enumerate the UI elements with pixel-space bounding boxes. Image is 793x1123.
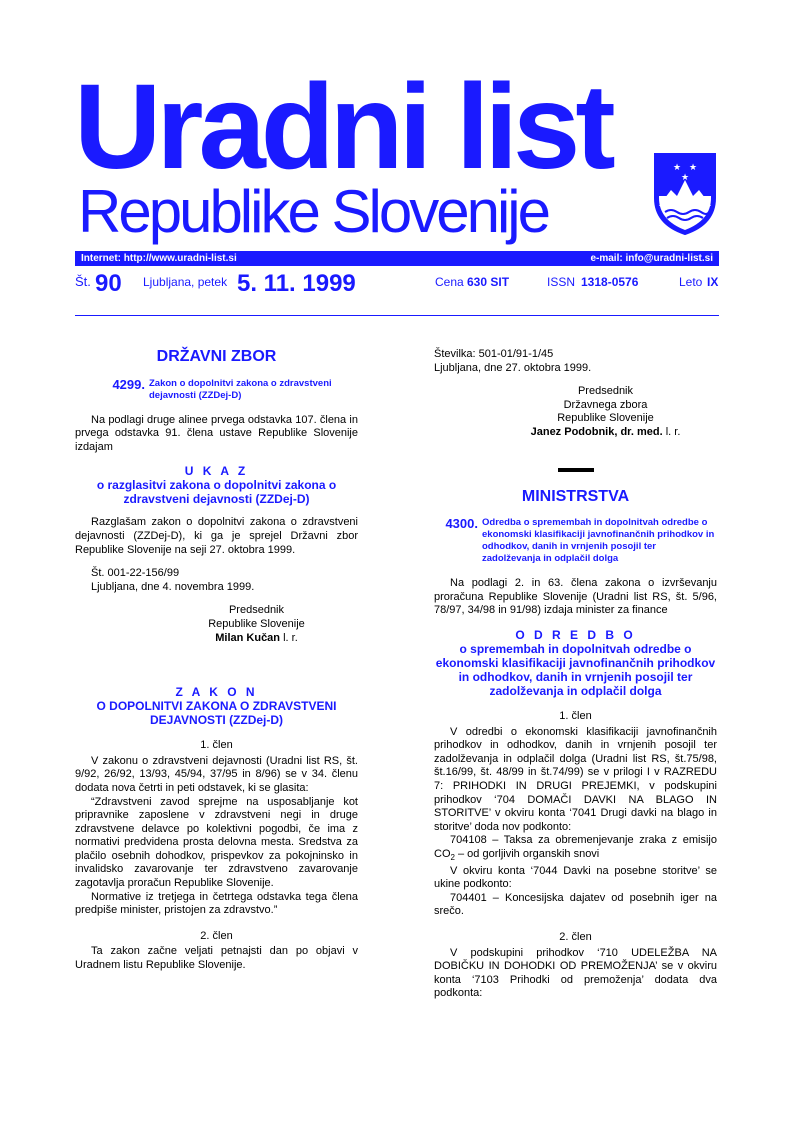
ukaz-heading: U K A Z: [184, 464, 249, 479]
right-column: [434, 348, 717, 1001]
act-number: 4300.: [445, 516, 478, 532]
act-number: 4299.: [112, 376, 145, 392]
reference-number: Številka: 501-01/91-1/45: [434, 348, 554, 360]
article-paragraph: Normative iz tretjega in četrtega odstavka tega člena predpiše minister, pristojen za zdravstvo.”: [75, 890, 358, 917]
article-paragraph: V zakonu o zdravstveni dejavnosti (Uradni list RS, št. 9/92, 26/92, 13/93, 45/94, 37/95 in 8/96) se v 34. členu dodata nova četrti in peti odstavek, ki se glasita:: [75, 754, 358, 794]
article-paragraph: V odredbi o ekonomski klasifikaciji javnofinančnih prihodkov in odhodkov, danih in vrnjenih posojil ter zadolževanja in odplačil dolga (Uradni list RS, št.75/98, št.16/99, št. 48/99 in št.74/99) se v prilogi I v RAZREDU 7: PRIHODKI IN DRUGI PREJEMKI, v podskupini prihodkov ‘704 DOMAČI DAVKI NA BLAGO IN STORITVE’ v okviru konta ‘7041 Drugi davki na blago in storitve’ doda nov podkonto:: [434, 725, 717, 833]
masthead-subtitle: Republike Slovenije: [78, 178, 548, 245]
price-value: 630 SIT: [467, 275, 510, 289]
act-title: Odredba o spremembah in dopolnitvah odredbe o ekonomski klasifikaciji javnofinančnih prihodkov in odhodkov, danih in vrnjenih posojil ter zadolževanja in odplačil dolga: [482, 517, 715, 565]
section-title-drzavni-zbor: DRŽAVNI ZBOR: [156, 348, 277, 365]
article-paragraph: V podskupini prihodkov ‘710 UDELEŽBA NA DOBIČKU IN DOHODKI OD PREMOŽENJA’ se v okviru konta ‘7103 Prihodki od premoženja’ dodata dva podkonta:: [434, 946, 717, 1000]
article-heading: 1. člen: [200, 739, 233, 752]
svg-text:★: ★: [673, 163, 682, 173]
internet-link[interactable]: Internet: http://www.uradni-list.si: [81, 253, 237, 264]
article-text: 704108 – Taksa za obremenjevanje zraka z emisijo CO: [434, 834, 717, 860]
ukaz-text: Razglašam zakon o dopolnitvi zakona o zdravstveni dejavnosti (ZZDej-D), ki ga je sprejel Državni zbor Republike Slovenije na seji 27. oktobra 1999.: [75, 516, 358, 556]
signature-name: Janez Podobnik, dr. med.: [530, 425, 663, 438]
subscript: 2: [450, 853, 455, 863]
header-rule: [75, 315, 719, 316]
zakon-heading: Z A K O N: [175, 685, 258, 700]
article-paragraph: 704401 – Koncesijska dajatev od posebnih iger na srečo.: [434, 891, 717, 918]
signature-lr: l. r.: [665, 425, 681, 438]
svg-text:★: ★: [681, 173, 690, 183]
odredbo-subheading: o spremembah in dopolnitvah odredbe o ekonomski klasifikaciji javnofinančnih prihodkov in odhodkov, danih in vrnjenih posojil ter zadolževanja in odplačil dolga: [435, 641, 716, 698]
issn-label: ISSN: [547, 275, 576, 289]
zakon-subheading: O DOPOLNITVI ZAKONA O ZDRAVSTVENI DEJAVNOSTI (ZZDej-D): [96, 699, 337, 728]
reference-date: Ljubljana, dne 4. novembra 1999.: [91, 580, 255, 593]
issn-value: 1318-0576: [581, 275, 639, 289]
odredbo-heading: O D R E D B O: [515, 627, 636, 642]
article-paragraph: Ta zakon začne veljati petnajsti dan po objavi v Uradnem listu Republike Slovenije.: [75, 945, 358, 972]
section-divider: [558, 468, 594, 472]
signature-org: Republike Slovenije: [208, 617, 305, 630]
signature-lr: l. r.: [283, 631, 298, 644]
intro-paragraph: Na podlagi druge alinee prvega odstavka 107. člena in prvega odstavka 91. člena ustave Republike Slovenije izdajam: [75, 413, 358, 453]
signature-org: Republike Slovenije: [557, 412, 654, 425]
coat-of-arms-icon: [651, 150, 719, 236]
intro-paragraph: Na podlagi 2. in 63. člena zakona o izvrševanju proračuna Republike Slovenije (Uradni list RS, št. 5/96, 78/97, 34/98 in 91/98) izdaja minister za finance: [434, 577, 717, 617]
act-title: Zakon o dopolnitvi zakona o zdravstveni dejavnosti (ZZDej-D): [149, 377, 332, 401]
section-title-ministrstva: MINISTRSTVA: [521, 487, 630, 505]
reference-number: Št. 001-22-156/99: [91, 567, 180, 580]
reference-date: Ljubljana, dne 27. oktobra 1999.: [434, 361, 592, 374]
act-heading: [75, 378, 358, 402]
left-column: [75, 340, 358, 973]
signature-org: Državnega zbora: [563, 398, 648, 411]
ukaz-subheading: o razglasitvi zakona o dopolnitvi zakona o zdravstveni dejavnosti (ZZDej-D): [96, 478, 337, 507]
article-heading: 2. člen: [559, 931, 592, 944]
year-label: Leto: [679, 275, 703, 289]
article-paragraph: “Zdravstveni zavod sprejme na usposabljanje kot pripravnike zaposlene v zdravstveni negi in druge zdravstvene delavce po kolektivni pogodbi, če ima z normativi predvidena prosta delovna mesta. Sredstva za plačilo osebnih dohodkov, prispevkov za pokojninsko in invalidsko zavarovanje ter zdravstveno zavarovanje zagotavlja proračun Republike Slovenije.: [75, 795, 358, 890]
issue-number: 90: [95, 270, 122, 297]
article-heading: 2. člen: [200, 929, 233, 942]
price-label: Cena: [435, 275, 464, 289]
email-link[interactable]: e-mail: info@uradni-list.si: [590, 253, 713, 264]
act-heading: [434, 517, 717, 565]
svg-text:★: ★: [689, 163, 698, 173]
article-paragraph: V okviru konta ‘7044 Davki na posebne storitve’ se ukine podkonto:: [434, 864, 717, 891]
signature-name: Milan Kučan: [215, 631, 281, 644]
issue-line: [75, 270, 719, 304]
signature-role: Predsednik: [577, 385, 634, 398]
signature-role: Predsednik: [228, 604, 285, 617]
issue-date: 5. 11. 1999: [237, 270, 356, 297]
issue-st-label: Št.: [75, 274, 91, 289]
masthead-title: Uradni list: [74, 58, 611, 194]
signature-block: [434, 385, 717, 439]
article-paragraph: [434, 834, 717, 864]
article-heading: 1. člen: [559, 709, 592, 722]
article-text: – od gorljivih organskih snovi: [454, 847, 600, 860]
year-value: IX: [707, 275, 719, 289]
signature-block: [75, 604, 358, 645]
masthead-bar: [75, 251, 719, 266]
issue-place-day: Ljubljana, petek: [143, 275, 228, 289]
